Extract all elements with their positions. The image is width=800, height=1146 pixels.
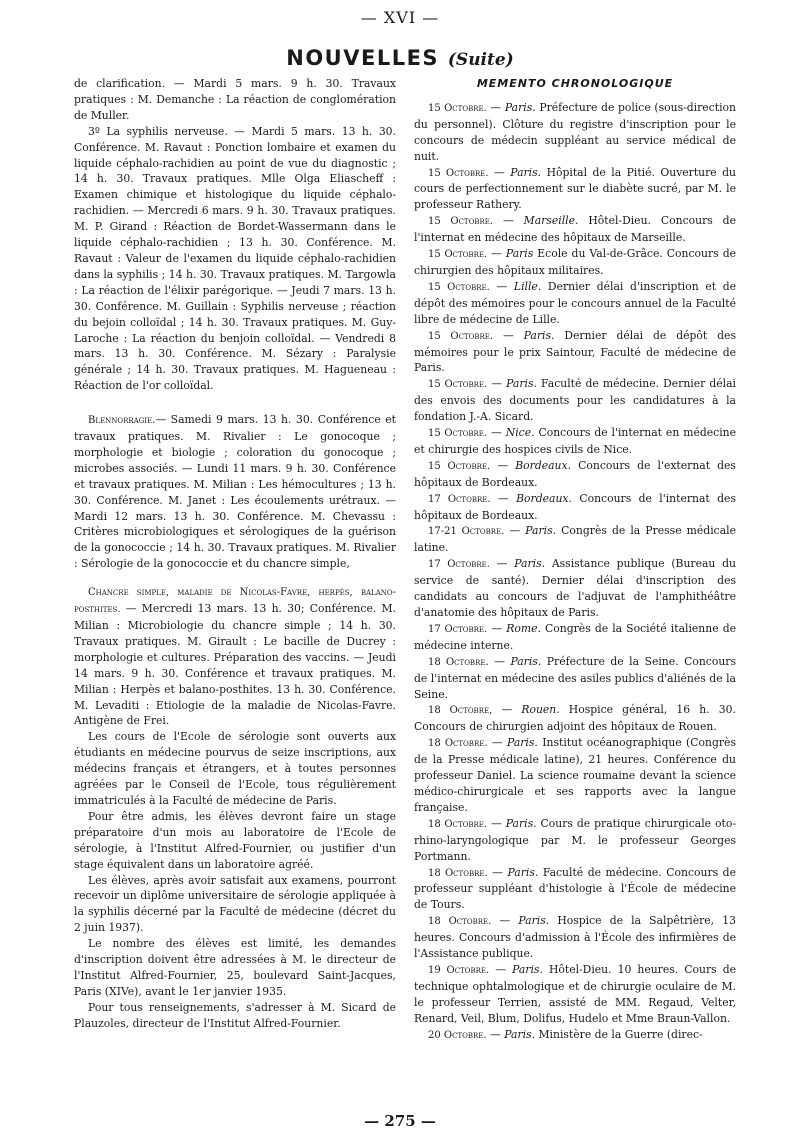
entry-date: 15 Octobre. — [428, 281, 490, 293]
memento-entry: 15 Octobre. — Paris. Dernier délai de dépôt des mémoires pour le prix Saintour, Faculté de médecine de Paris. — [414, 328, 736, 375]
entry-text: Hôtel-Dieu. 10 heures. Cours de technique ophtalmologique et de chirurgie oculaire de M. le professeur Terrien, assisté de MM. Regaud, Velter, Renard, Veil, Blum, Dolifus, Hudelo et Mme Braun-Vallon. — [414, 962, 737, 1025]
memento-entry: 15 Octobre. — Bordeaux. Concours de l'externat des hôpitaux de Bordeaux. — [414, 458, 736, 489]
memento-entry: 15 Octobre. — Marseille. Hôtel-Dieu. Concours de l'internat en médecine des hôpitaux de Marseille. — [414, 214, 736, 245]
memento-entry: 18 Octobre. — Paris. Institut océanographique (Congrès de la Presse médicale latine), 21 heures. Conférence du professeur Daniel. La science roumaine devant la science médico-chirurgicale et ses rapports avec la langue française. — [414, 736, 736, 814]
entry-text: Faculté de médecine. Dernier délai des envois des documents pour les candidatures à la fondation J.-A. Sicard. — [414, 377, 736, 424]
entry-text: Préfecture de police (sous-direction du personnel). Clôture du registre d'inscription pour le concours de médecin suppléant au service médical de nuit. — [414, 100, 736, 163]
entry-place: Paris. — [507, 736, 538, 750]
left-paragraph-syphilis-nerveuse: 3º La syphilis nerveuse. — Mardi 5 mars. 13 h. 30. Conférence. M. Ravaut : Ponction lombaire et examen du liquide céphalo-rachidien au point de vue du diagnostic ; 14 h. 30. Travaux pratiques. Mlle Olga Eliascheff : Examen chimique et histologique du liquide céphalo-rachidien. — Mercredi 6 mars. 9 h. 30. Travaux pratiques. M. P. Girand : Réaction de Bordet-Wassermann dans le liquide céphalo-rachidien ; 13 h. 30. Conférence. M. Ravaut : Valeur de l'examen du liquide céphalo-rachidien dans la syphilis ; 14 h. 30. Travaux pratiques. M. Targowla : La réaction de l'élixir parégorique. — Jeudi 7 mars. 13 h. 30. Conférence. M. Guillain : Syphilis nerveuse ; réaction du bejoin colloïdal ; 14 h. 30. Travaux pratiques. M. Guy-Laroche : La réaction du benjoin colloïdal. — Vendredi 8 mars. 13 h. 30. Conférence. M. Sézary : Paralysie générale ; 14 h. 30. Travaux pratiques. M. Hagueneau : Réaction de l'or colloïdal. — [74, 124, 396, 393]
entry-place: Lille. — [513, 279, 542, 293]
left-paragraph-ecole: Les cours de l'Ecole de sérologie sont ouverts aux étudiants en médecine pourvus de seize inscriptions, aux médecins français et étrangers, et à toutes personnes agréées par le Conseil de l'Ecole, tous régulièrement immatriculés à la Faculté de médecine de Paris. — [74, 730, 396, 807]
entry-text: Ministère de la Guerre (direc- — [538, 1027, 703, 1041]
entry-date: 18 Octobre. — [428, 818, 488, 830]
memento-entry: 19 Octobre. — Paris. Hôtel-Dieu. 10 heures. Cours de technique ophtalmologique et de chirurgie oculaire de M. le professeur Terrien, assisté de MM. Regaud, Velter, Renard, Veil, Blum, Dolifus, Hudelo et Mme Braun-Vallon. — [414, 962, 737, 1025]
entry-text: Dernier délai de dépôt des mémoires pour le prix Saintour, Faculté de médecine de Paris. — [414, 328, 736, 375]
entry-date: 19 Octobre. — [428, 964, 490, 976]
entry-date: 15 Octobre. — [428, 379, 488, 391]
entry-place: Bordeaux. — [516, 491, 572, 505]
memento-entry: 15 Octobre. — Nice. Concours de l'internat en médecine et chirurgie des hospices civils de Nice. — [414, 426, 736, 456]
entry-date: 20 Octobre. — [428, 1029, 487, 1041]
page-title — [0, 46, 800, 70]
memento-entry: 20 Octobre. — Paris. Ministère de la Guerre (direc- — [428, 1027, 703, 1041]
memento-entry: 15 Octobre. — Paris. Faculté de médecine. Dernier délai des envois des documents pour les candidatures à la fondation J.-A. Sicard. — [414, 377, 736, 424]
entry-text: Hôpital de la Pitié. Ouverture du cours de perfectionnement sur le diabète sucré, par M. le professeur Rathery. — [414, 165, 736, 212]
memento-entry: 18 Octobre. — Paris. Cours de pratique chirurgicale oto-rhino-laryngologique par M. le professeur Georges Portmann. — [414, 816, 736, 863]
entry-date: 18 Octobre. — [428, 738, 488, 750]
memento-entry: 18 Octobre. — Paris. Faculté de médecine. Concours de professeur suppléant d'histologie à l'École de médecine de Tours. — [414, 865, 736, 912]
entry-date: 15 Octobre. — [428, 167, 489, 179]
section-label-chancre: Chancre simple, maladie de Nicolas-Favre, herpès, balano-posthites. — [74, 587, 396, 616]
memento-entry: 17-21 Octobre. — Paris. Congrès de la Presse médicale latine. — [414, 524, 736, 555]
memento-entry: 17 Octobre. — Rome. Congrès de la Société italienne de médecine interne. — [414, 621, 736, 652]
entry-date: 17 Octobre. — [428, 559, 490, 571]
memento-entry: 17 Octobre. — Paris. Assistance publique (Bureau du service de santé). Dernier délai d'inscription des candidats au concours de l'adjuvat de l'amphithéâtre d'anatomie des hôpitaux de Paris. — [414, 557, 736, 619]
entry-place: Paris. — [506, 377, 537, 391]
blennorragie-text: — Samedi 9 mars. 13 h. 30. Conférence et travaux pratiques. M. Rivalier : Le gonocoque ; morphologie et biologie ; coloration du gonocoque ; microbes associés. — Lundi 11 mars. 9 h. 30. Conférence et travaux pratiques. M. Milian : Les hémocultures ; 13 h. 30. Conférence. M. Janet : Les écoulements urétraux. — Mardi 12 mars. 13 h. 30. Conférence. M. Chevassu : Critères microbiologiques et sérologiques de la guérison de la gonococcie ; 14 h. 30. Travaux pratiques. M. Rivalier : Sérologie de la gonococcie et du chancre simple, — [74, 413, 396, 571]
memento-entry: 17 Octobre. — Bordeaux. Concours de l'internat des hôpitaux de Bordeaux. — [414, 491, 736, 522]
left-paragraph-renseignements: Pour tous renseignements, s'adresser à M. Sicard de Plauzoles, directeur de l'Institut Alfred-Fournier. — [74, 1000, 396, 1030]
entry-place: Rome. — [506, 621, 541, 635]
entry-place: Paris. — [512, 962, 543, 976]
left-paragraph-inscription: Le nombre des élèves est limité, les demandes d'inscription doivent être adressées à M. le directeur de l'Institut Alfred-Fournier, 25, boulevard Saint-Jacques, Paris (XIVe), avant le 1er janvier 1935. — [74, 937, 396, 998]
entry-date: 18 Octobre, — [428, 705, 493, 717]
entry-place: Paris. — [514, 557, 546, 571]
entry-text: Hospice de la Salpêtrière, 13 heures. Concours d'admission à l'École des infirmières de l'Assistance publique. — [414, 914, 736, 961]
left-paragraph-1: de clarification. — Mardi 5 mars. 9 h. 30. Travaux pratiques : M. Demanche : La réaction de conglomération de Muller. — [74, 77, 396, 122]
entry-date: 18 Octobre. — [428, 656, 489, 668]
entry-place: Paris. — [525, 524, 557, 538]
memento-heading: MEMENTO CHRONOLOGIQUE — [476, 77, 674, 90]
page-header-roman-number: — XVI — — [360, 8, 440, 27]
entry-place: Paris. — [510, 165, 542, 179]
entry-text: Concours de l'externat des hôpitaux de Bordeaux. — [414, 458, 736, 489]
title-suffix: (Suite) — [447, 50, 514, 70]
entry-text: Hospice général, 16 h. 30. Concours de chirurgien adjoint des hôpitaux de Rouen. — [414, 703, 736, 734]
memento-entry: 15 Octobre. — Lille. Dernier délai d'inscription et de dépôt des mémoires pour le concours annuel de la Faculté libre de médecine de Lille. — [414, 279, 737, 326]
memento-entry: 15 Octobre. — Paris Ecole du Val-de-Grâce. Concours de chirurgien des hôpitaux militaires. — [414, 247, 736, 277]
left-paragraph-diplome: Les élèves, après avoir satisfait aux examens, pourront recevoir un diplôme universitaire de sérologie appliquée à la syphilis décerné par la Faculté de médecine (décret du 2 juin 1937). — [74, 873, 396, 935]
entry-date: 17 Octobre. — [428, 493, 491, 505]
entry-place: Nice. — [505, 426, 535, 440]
entry-text: Congrès de la Société italienne de médecine interne. — [414, 621, 736, 652]
entry-place: Bordeaux. — [515, 458, 572, 472]
entry-place: Paris. — [510, 654, 542, 668]
entry-text: Assistance publique (Bureau du service de santé). Dernier délai d'inscription des candidats au concours de l'adjuvat de l'amphithéâtre d'anatomie des hôpitaux de Paris. — [414, 557, 736, 619]
entry-text: Concours de l'internat des hôpitaux de Bordeaux. — [414, 491, 736, 522]
entry-date: 17-21 Octobre. — [428, 526, 505, 538]
left-paragraph-admission: Pour être admis, les élèves devront faire un stage préparatoire d'un mois au laboratoire de l'Ecole de sérologie, à l'Institut Alfred-Fournier, ou justifier d'un stage équivalent dans un laboratoire agréé. — [74, 809, 396, 871]
entry-date: 18 Octobre. — [428, 867, 488, 879]
left-paragraph-chancre — [74, 584, 396, 729]
memento-entry: 15 Octobre. — Paris. Préfecture de police (sous-direction du personnel). Clôture du registre d'inscription pour le concours de médecin suppléant au service médical de nuit. — [414, 100, 736, 163]
section-label-blennorragie: Blennorragie. — [88, 415, 156, 427]
entry-text: Institut océanographique (Congrès de la Presse médicale latine), 21 heures. Conférence du professeur Daniel. La science roumaine devant la science médico-chirurgicale et ses rapports avec la langue française. — [414, 736, 736, 814]
entry-place: Paris — [505, 247, 534, 261]
entry-text: Hôtel-Dieu. Concours de l'internat en médecine des hôpitaux de Marseille. — [414, 214, 736, 245]
entry-text: Dernier délai d'inscription et de dépôt des mémoires pour le concours annuel de la Faculté libre de médecine de Lille. — [414, 279, 737, 326]
entry-date: 15 Octobre. — [428, 460, 491, 472]
entry-place: Paris. — [504, 1027, 536, 1041]
memento-entry: 18 Octobre, — Rouen. Hospice général, 16 h. 30. Concours de chirurgien adjoint des hôpitaux de Rouen. — [414, 703, 736, 734]
right-column — [414, 76, 736, 1043]
memento-entry: 18 Octobre. — Paris. Préfecture de la Seine. Concours de l'internat en médecine des asiles publics d'aliénés de la Seine. — [414, 654, 736, 701]
entry-place: Rouen. — [521, 703, 560, 717]
entry-place: Paris. — [523, 328, 555, 342]
page-number: — 275 — — [364, 1112, 436, 1130]
entry-place: Paris. — [518, 914, 550, 928]
chancre-text: — Mercredi 13 mars. 13 h. 30; Conférence. M. Milian : Microbiologie du chancre simple ; 14 h. 30. Travaux pratiques. M. Girault : Le bacille de Ducrey : morphologie et cultures. Préparation des vaccins. — Jeudi 14 mars. 9 h. 30. Conférence et travaux pratiques. M. Milian : Herpès et balano-posthites. 13 h. 30. Conférence. M. Levaditi : Etiologie de la maladie de Nicolas-Favre. Antigène de Frei. — [74, 602, 396, 728]
entry-place: Paris. — [504, 100, 536, 114]
memento-entry: 18 Octobre. — Paris. Hospice de la Salpêtrière, 13 heures. Concours d'admission à l'École des infirmières de l'Assistance publique. — [414, 914, 736, 961]
entry-place: Paris. — [505, 816, 537, 830]
left-paragraph-blennorragie — [74, 412, 396, 572]
entry-text: Cours de pratique chirurgicale oto-rhino-laryngologique par M. le professeur Georges Portmann. — [414, 816, 736, 863]
memento-list — [414, 100, 736, 1044]
entry-date: 15 Octobre. — [428, 428, 488, 440]
entry-place: Paris. — [507, 865, 539, 879]
left-column — [74, 76, 396, 1032]
entry-date: 18 Octobre. — [428, 916, 492, 928]
entry-date: 17 Octobre. — [428, 623, 488, 635]
entry-date: 15 Octobre. — [428, 249, 488, 261]
entry-text: Préfecture de la Seine. Concours de l'internat en médecine des asiles publics d'aliénés de la Seine. — [414, 654, 736, 701]
entry-date: 15 Octobre. — [428, 216, 494, 228]
memento-entry: 15 Octobre. — Paris. Hôpital de la Pitié. Ouverture du cours de perfectionnement sur le diabète sucré, par M. le professeur Rathery. — [414, 165, 736, 212]
entry-date: 15 Octobre. — [428, 102, 487, 114]
entry-text: Faculté de médecine. Concours de professeur suppléant d'histologie à l'École de médecine de Tours. — [414, 865, 736, 912]
entry-text: Concours de l'internat en médecine et chirurgie des hospices civils de Nice. — [414, 426, 736, 456]
entry-date: 15 Octobre. — [428, 330, 494, 342]
title-main: NOUVELLES — [286, 46, 440, 70]
entry-text: Congrès de la Presse médicale latine. — [414, 524, 736, 555]
entry-place: Marseille. — [523, 214, 579, 228]
entry-text: Ecole du Val-de-Grâce. Concours de chirurgien des hôpitaux militaires. — [414, 247, 736, 277]
